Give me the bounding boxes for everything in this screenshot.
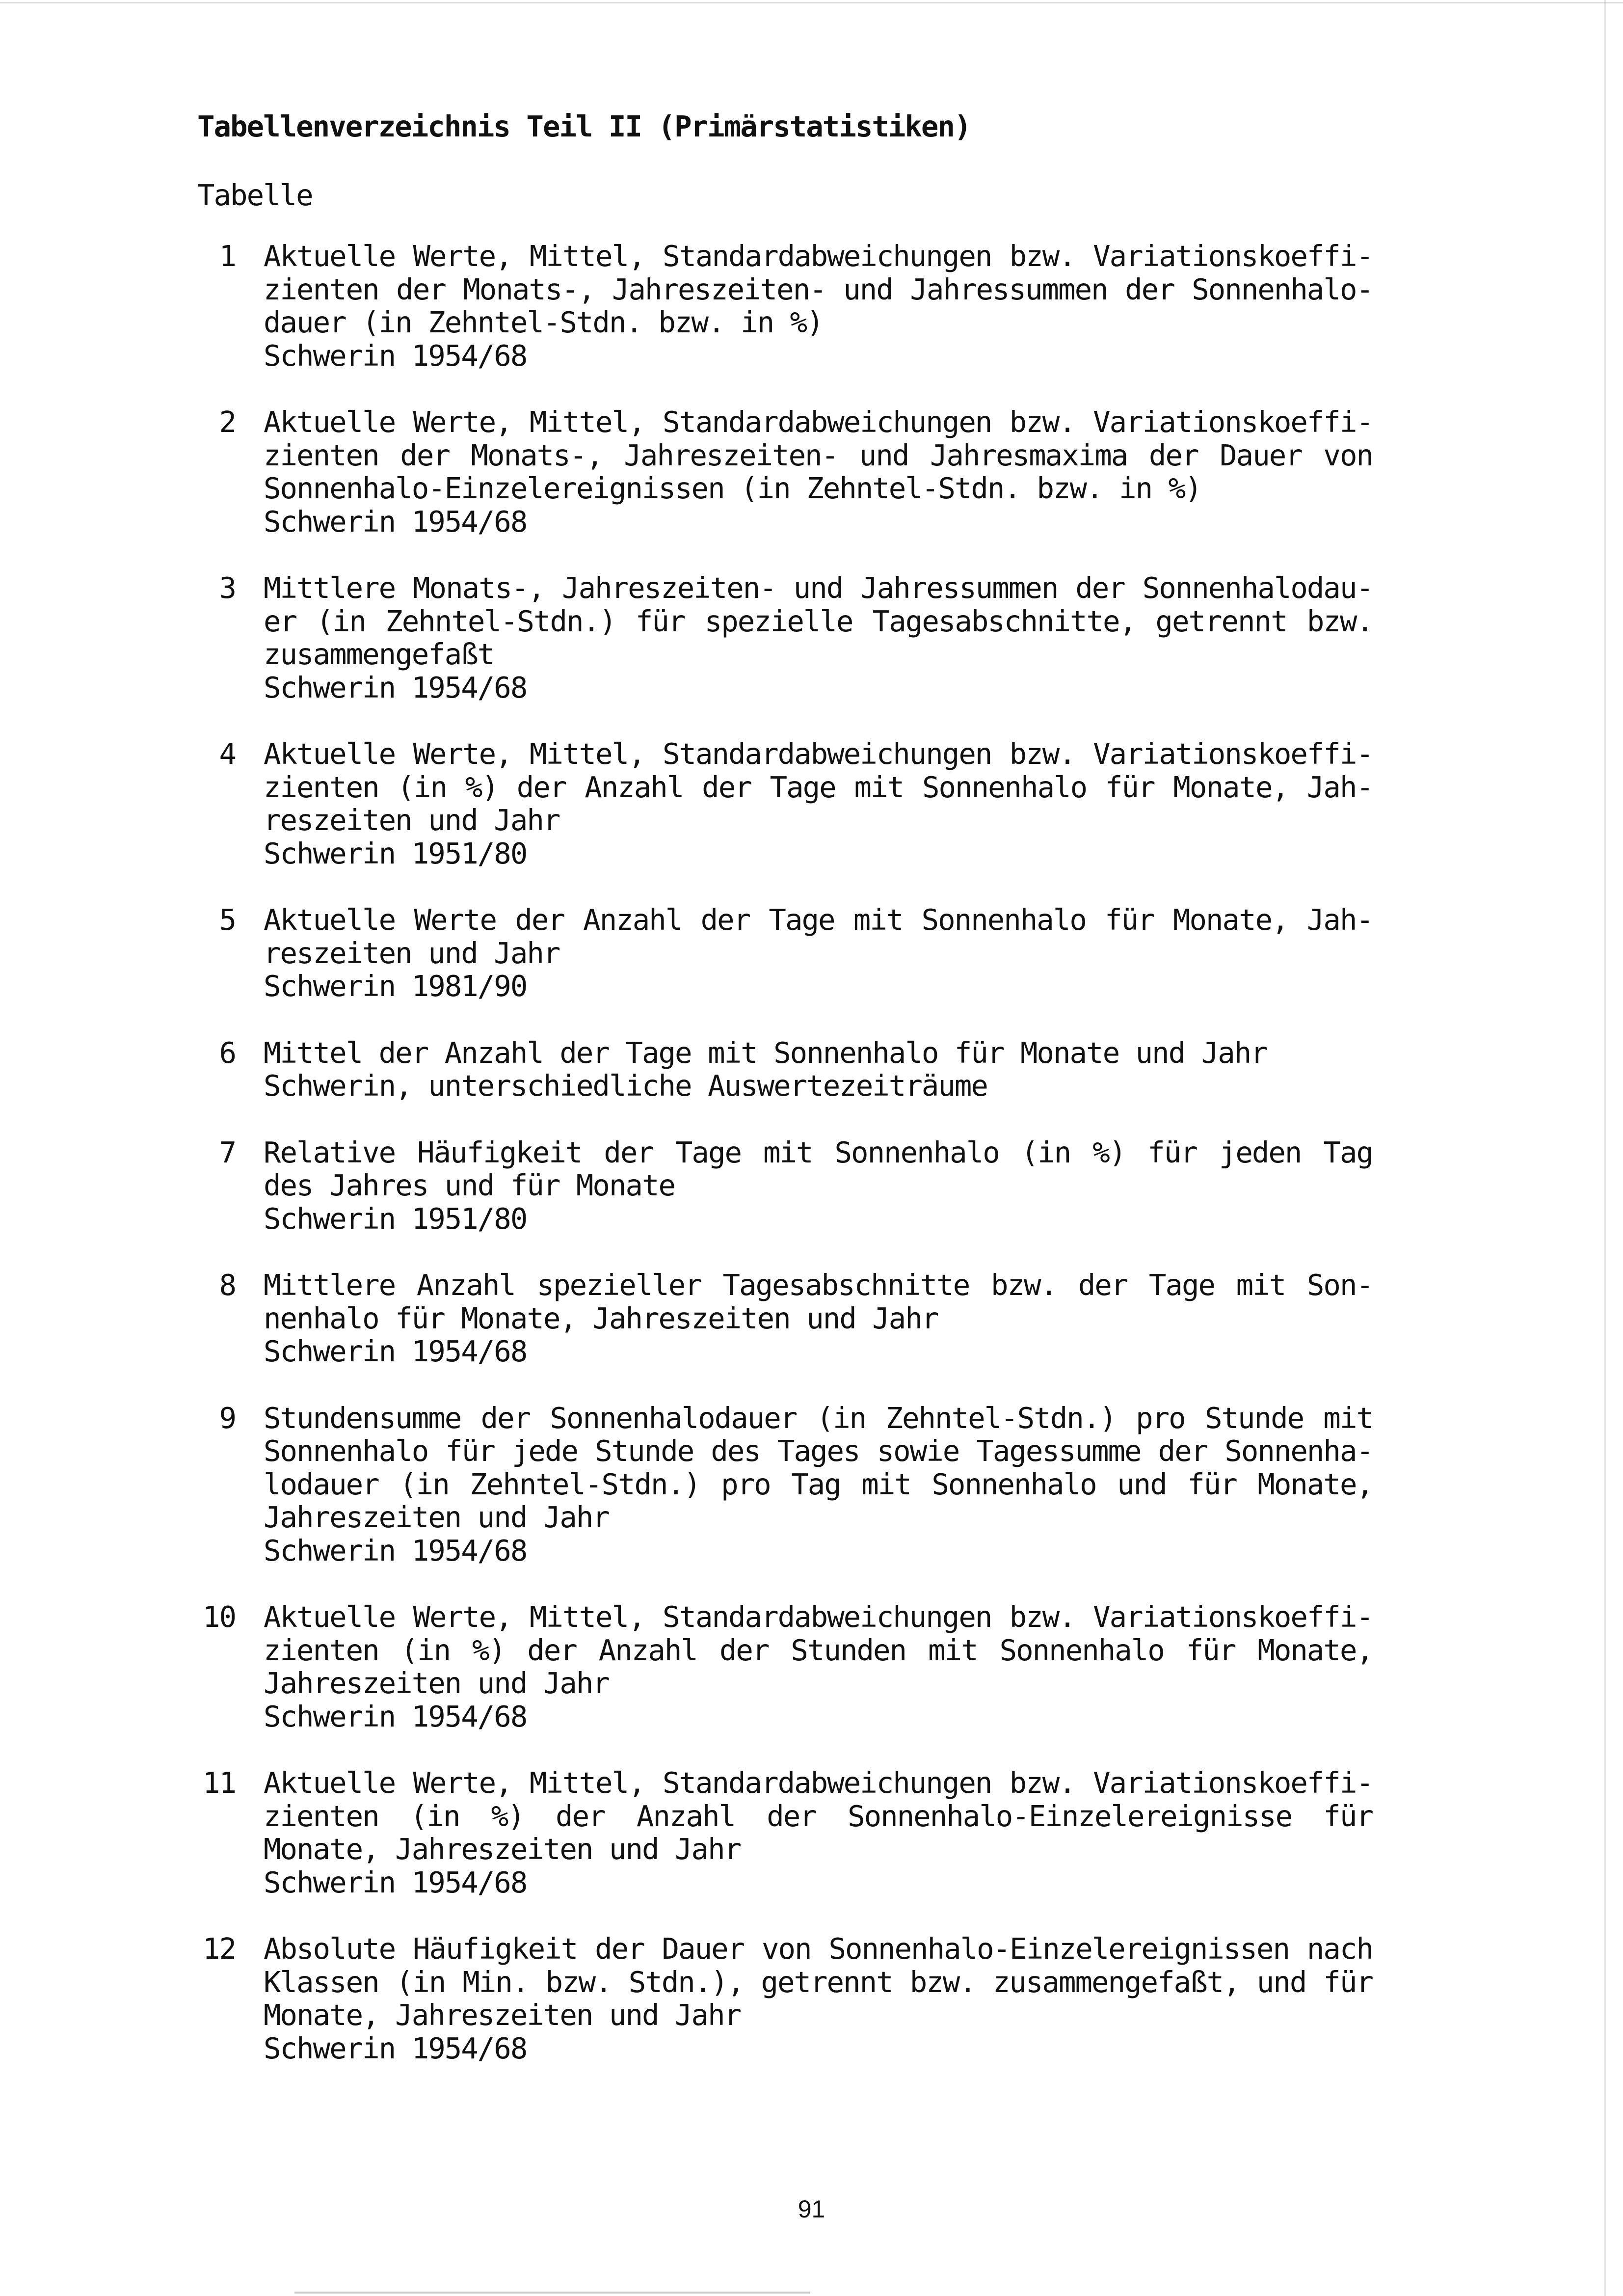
description-line: lodauer (in Zehntel-Stdn.) pro Tag mit Sonnenhalo und für Monate, xyxy=(264,1467,1373,1501)
station-period: Schwerin 1951/80 xyxy=(264,836,527,870)
table-description xyxy=(264,737,1373,870)
description-line: nenhalo für Monate, Jahreszeiten und Jahr xyxy=(264,1301,938,1335)
description-line: zienten der Monats-, Jahreszeiten- und Jahresmaxima der Dauer von xyxy=(264,438,1373,472)
description-line: Monate, Jahreszeiten und Jahr xyxy=(264,1998,741,2032)
table-description xyxy=(264,240,1373,372)
description-line: Relative Häufigkeit der Tage mit Sonnenhalo (in %) für jeden Tag xyxy=(264,1135,1373,1169)
list-item xyxy=(0,405,1623,538)
station-period: Schwerin, unterschiedliche Auswertezeiträume xyxy=(264,1069,987,1103)
list-item xyxy=(0,240,1623,372)
list-item xyxy=(0,1269,1623,1368)
table-number: 8 xyxy=(219,1268,236,1302)
description-line: Mittlere Anzahl spezieller Tagesabschnitte bzw. der Tage mit Son- xyxy=(264,1268,1373,1302)
table-description xyxy=(264,1766,1373,1899)
table-number: 9 xyxy=(219,1401,236,1435)
table-description xyxy=(264,405,1373,538)
table-number: 5 xyxy=(219,903,236,937)
table-list xyxy=(0,240,1623,2098)
station-period: Schwerin 1954/68 xyxy=(264,338,527,373)
table-description xyxy=(264,1600,1373,1733)
description-line: Jahreszeiten und Jahr xyxy=(264,1666,609,1700)
description-line: zienten der Monats-, Jahreszeiten- und Jahressummen der Sonnenhalo- xyxy=(264,272,1373,306)
description-line: Aktuelle Werte, Mittel, Standardabweichungen bzw. Variationskoeffi- xyxy=(264,1600,1373,1634)
description-line: Aktuelle Werte, Mittel, Standardabweichungen bzw. Variationskoeffi- xyxy=(264,737,1373,771)
description-line: zienten (in %) der Anzahl der Sonnenhalo-Einzelereignisse für xyxy=(264,1799,1373,1833)
station-period: Schwerin 1981/90 xyxy=(264,969,527,1003)
list-item xyxy=(0,571,1623,704)
table-number: 12 xyxy=(202,1932,236,1966)
station-period: Schwerin 1951/80 xyxy=(264,1201,527,1236)
description-line: Aktuelle Werte, Mittel, Standardabweichungen bzw. Variationskoeffi- xyxy=(264,405,1373,439)
table-number: 11 xyxy=(202,1766,236,1800)
table-description xyxy=(264,1932,1373,2065)
table-description xyxy=(264,1269,1373,1368)
table-description xyxy=(264,903,1373,1003)
description-line: zusammengefaßt xyxy=(264,637,494,671)
station-period: Schwerin 1954/68 xyxy=(264,1334,527,1368)
description-line: Mittel der Anzahl der Tage mit Sonnenhalo für Monate und Jahr xyxy=(264,1035,1267,1070)
scan-edge-bottom xyxy=(294,2292,810,2294)
description-line: reszeiten und Jahr xyxy=(264,936,560,970)
table-description xyxy=(264,1036,1373,1103)
list-item xyxy=(0,737,1623,870)
description-line: des Jahres und für Monate xyxy=(264,1168,675,1202)
list-item xyxy=(0,1600,1623,1733)
description-line: er (in Zehntel-Stdn.) für spezielle Tagesabschnitte, getrennt bzw. xyxy=(264,604,1373,638)
description-line: Sonnenhalo-Einzelereignissen (in Zehntel-Stdn. bzw. in %) xyxy=(264,471,1201,505)
description-line: dauer (in Zehntel-Stdn. bzw. in %) xyxy=(264,305,823,339)
station-period: Schwerin 1954/68 xyxy=(264,1699,527,1733)
station-period: Schwerin 1954/68 xyxy=(264,1533,527,1567)
table-number: 2 xyxy=(219,405,236,439)
station-period: Schwerin 1954/68 xyxy=(264,504,527,539)
station-period: Schwerin 1954/68 xyxy=(264,670,527,704)
list-item xyxy=(0,1766,1623,1899)
table-number: 1 xyxy=(219,239,236,273)
description-line: zienten (in %) der Anzahl der Tage mit Sonnenhalo für Monate, Jah- xyxy=(264,770,1373,804)
description-line: Klassen (in Min. bzw. Stdn.), getrennt bzw. zusammengefaßt, und für xyxy=(264,1965,1373,1999)
description-line: Aktuelle Werte der Anzahl der Tage mit Sonnenhalo für Monate, Jah- xyxy=(264,903,1373,937)
list-item xyxy=(0,1036,1623,1103)
page-number: 91 xyxy=(798,2195,825,2223)
table-description xyxy=(264,1136,1373,1236)
description-line: Mittlere Monats-, Jahreszeiten- und Jahressummen der Sonnenhalodau- xyxy=(264,571,1373,605)
description-line: zienten (in %) der Anzahl der Stunden mit Sonnenhalo für Monate, xyxy=(264,1633,1373,1667)
list-item xyxy=(0,1402,1623,1567)
description-line: Stundensumme der Sonnenhalodauer (in Zehntel-Stdn.) pro Stunde mit xyxy=(264,1401,1373,1435)
table-number: 10 xyxy=(202,1600,236,1634)
table-description xyxy=(264,1402,1373,1567)
description-line: Absolute Häufigkeit der Dauer von Sonnenhalo-Einzelereignissen nach xyxy=(264,1932,1373,1966)
station-period: Schwerin 1954/68 xyxy=(264,1865,527,1899)
description-line: reszeiten und Jahr xyxy=(264,803,560,837)
table-description xyxy=(264,571,1373,704)
description-line: Sonnenhalo für jede Stunde des Tages sowie Tagessumme der Sonnenha- xyxy=(264,1434,1373,1468)
list-item xyxy=(0,1136,1623,1236)
station-period: Schwerin 1954/68 xyxy=(264,2031,527,2065)
table-number: 7 xyxy=(219,1135,236,1169)
description-line: Aktuelle Werte, Mittel, Standardabweichungen bzw. Variationskoeffi- xyxy=(264,239,1373,273)
description-line: Monate, Jahreszeiten und Jahr xyxy=(264,1832,741,1866)
table-column-label: Tabelle xyxy=(197,178,313,212)
description-line: Aktuelle Werte, Mittel, Standardabweichungen bzw. Variationskoeffi- xyxy=(264,1766,1373,1800)
table-number: 6 xyxy=(219,1035,236,1070)
table-number: 4 xyxy=(219,737,236,771)
description-line: Jahreszeiten und Jahr xyxy=(264,1500,609,1534)
list-item xyxy=(0,1932,1623,2065)
page-title: Tabellenverzeichnis Teil II (Primärstatistiken) xyxy=(197,109,971,143)
scan-edge-top xyxy=(0,2,1623,3)
list-item xyxy=(0,903,1623,1003)
table-number: 3 xyxy=(219,571,236,605)
